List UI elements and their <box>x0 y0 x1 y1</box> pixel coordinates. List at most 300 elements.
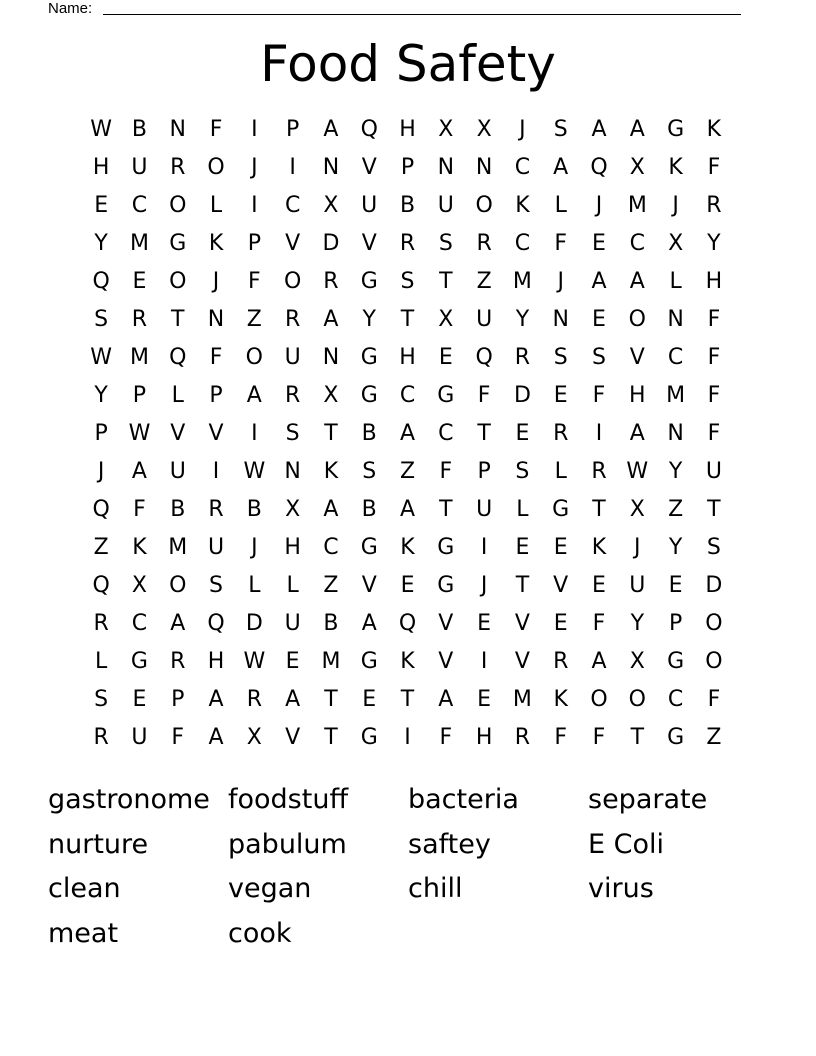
grid-letter: X <box>323 193 339 218</box>
grid-letter: I <box>595 421 603 446</box>
grid-letter: Q <box>590 155 608 180</box>
grid-letter: F <box>592 611 606 636</box>
grid-letter: J <box>634 535 641 560</box>
grid-letter: D <box>705 573 723 598</box>
grid-letter: E <box>515 421 530 446</box>
grid-letter: T <box>707 497 721 522</box>
grid-letter: S <box>553 345 568 370</box>
grid-letter: F <box>209 117 223 142</box>
grid-letter: C <box>323 535 339 560</box>
grid-letter: L <box>669 269 682 294</box>
grid-letter: D <box>513 383 531 408</box>
grid-letter: A <box>208 687 224 712</box>
grid-letter: Z <box>706 725 722 750</box>
grid-letter: U <box>705 459 722 484</box>
word-list-item: pabulum <box>228 828 347 860</box>
grid-letter: J <box>595 193 603 218</box>
grid-letter: O <box>169 269 187 294</box>
grid-letter: P <box>132 383 147 408</box>
grid-letter: X <box>668 231 684 256</box>
grid-row <box>82 339 733 377</box>
grid-letter: A <box>170 611 186 636</box>
grid-letter: L <box>248 573 261 598</box>
name-field-row <box>48 0 748 20</box>
word-list-item: saftey <box>408 828 491 860</box>
grid-letter: X <box>629 497 645 522</box>
grid-letter: A <box>399 497 416 522</box>
grid-letter: Q <box>92 269 110 294</box>
grid-letter: L <box>286 573 299 598</box>
grid-letter: I <box>404 725 411 750</box>
grid-row <box>82 529 733 567</box>
word-list-item: bacteria <box>408 784 519 815</box>
grid-letter: C <box>284 193 301 218</box>
grid-letter: N <box>475 155 493 180</box>
grid-letter: H <box>207 649 225 674</box>
grid-letter: G <box>437 535 455 560</box>
grid-letter: P <box>209 383 223 408</box>
grid-letter: C <box>667 345 684 370</box>
grid-letter: S <box>362 459 377 484</box>
grid-letter: K <box>668 155 683 180</box>
grid-letter: W <box>90 345 113 370</box>
grid-row <box>82 567 733 605</box>
grid-letter: A <box>629 421 645 446</box>
grid-letter: E <box>362 687 377 712</box>
grid-row <box>82 111 733 149</box>
grid-letter: I <box>212 459 220 484</box>
word-list-item: chill <box>408 873 463 904</box>
grid-letter: X <box>323 383 339 408</box>
grid-letter: L <box>554 459 567 484</box>
grid-letter: P <box>400 155 415 180</box>
grid-row <box>82 719 733 757</box>
grid-letter: E <box>515 535 530 560</box>
grid-letter: E <box>592 307 606 332</box>
grid-row <box>82 681 733 719</box>
grid-row <box>82 415 733 453</box>
grid-letter: A <box>285 687 301 712</box>
grid-letter: D <box>245 611 263 636</box>
grid-letter: M <box>321 649 341 674</box>
grid-letter: U <box>131 155 148 180</box>
grid-letter: E <box>400 573 415 598</box>
grid-letter: V <box>514 611 530 636</box>
grid-letter: R <box>284 307 301 332</box>
word-list <box>48 778 768 956</box>
grid-letter: M <box>512 687 532 712</box>
grid-letter: G <box>360 269 378 294</box>
grid-letter: Y <box>668 459 683 484</box>
grid-letter: T <box>439 269 453 294</box>
grid-letter: X <box>629 155 645 180</box>
grid-letter: K <box>132 535 147 560</box>
grid-letter: T <box>439 497 453 522</box>
grid-letter: G <box>360 535 378 560</box>
grid-letter: S <box>94 307 109 332</box>
grid-letter: H <box>92 155 110 180</box>
grid-letter: G <box>360 725 378 750</box>
grid-letter: H <box>284 535 301 560</box>
grid-letter: X <box>131 573 147 598</box>
grid-letter: T <box>400 307 415 332</box>
grid-letter: T <box>324 725 338 750</box>
grid-letter: U <box>169 459 186 484</box>
grid-letter: O <box>245 345 263 370</box>
grid-letter: M <box>129 231 149 256</box>
grid-letter: A <box>246 383 262 408</box>
grid-letter: Y <box>630 611 645 636</box>
grid-letter: S <box>515 459 530 484</box>
grid-letter: R <box>553 649 569 674</box>
grid-letter: F <box>133 497 146 522</box>
grid-letter: M <box>129 345 149 370</box>
grid-letter: F <box>477 383 491 408</box>
grid-letter: Q <box>360 117 378 142</box>
grid-letter: F <box>707 307 721 332</box>
grid-letter: J <box>212 269 220 294</box>
grid-letter: R <box>706 193 722 218</box>
grid-letter: E <box>438 345 453 370</box>
grid-letter: P <box>477 459 491 484</box>
grid-letter: I <box>251 193 258 218</box>
grid-row <box>82 301 733 339</box>
grid-letter: V <box>208 421 224 446</box>
grid-letter: Z <box>323 573 339 598</box>
grid-letter: E <box>553 383 568 408</box>
grid-letter: K <box>553 687 568 712</box>
grid-row <box>82 149 733 187</box>
grid-letter: E <box>553 611 568 636</box>
grid-letter: I <box>289 155 296 180</box>
grid-letter: O <box>475 193 493 218</box>
grid-letter: V <box>285 231 301 256</box>
grid-letter: K <box>323 459 339 484</box>
grid-letter: N <box>667 421 684 446</box>
grid-letter: C <box>131 611 148 636</box>
grid-letter: Y <box>362 307 376 332</box>
grid-letter: M <box>627 193 647 218</box>
grid-letter: G <box>360 345 378 370</box>
grid-letter: Z <box>476 269 492 294</box>
grid-letter: M <box>168 535 188 560</box>
grid-letter: F <box>707 421 721 446</box>
grid-letter: B <box>131 117 147 142</box>
grid-letter: O <box>169 193 187 218</box>
grid-letter: A <box>591 117 607 142</box>
grid-letter: G <box>552 497 570 522</box>
grid-letter: O <box>283 269 302 294</box>
grid-letter: U <box>284 345 301 370</box>
grid-letter: C <box>514 155 531 180</box>
grid-letter: C <box>629 231 645 256</box>
word-list-item: foodstuff <box>228 784 349 815</box>
grid-letter: F <box>707 155 721 180</box>
grid-letter: R <box>514 725 531 750</box>
grid-letter: L <box>95 649 108 674</box>
grid-letter: V <box>361 231 377 256</box>
grid-letter: M <box>666 383 686 408</box>
grid-letter: L <box>516 497 529 522</box>
grid-letter: F <box>209 345 223 370</box>
grid-row <box>82 605 733 643</box>
grid-letter: R <box>284 383 301 408</box>
grid-letter: M <box>512 269 532 294</box>
grid-letter: J <box>480 573 488 598</box>
grid-letter: Q <box>92 573 110 598</box>
word-list-item: virus <box>588 873 654 904</box>
grid-letter: R <box>131 307 148 332</box>
grid-row <box>82 263 733 301</box>
grid-letter: J <box>519 117 526 142</box>
grid-letter: Y <box>515 307 530 332</box>
word-list-item: cook <box>228 917 292 949</box>
grid-letter: F <box>592 383 606 408</box>
grid-letter: T <box>477 421 491 446</box>
grid-letter: V <box>629 345 645 370</box>
grid-letter: A <box>438 687 454 712</box>
grid-letter: W <box>90 117 113 142</box>
grid-letter: A <box>399 421 416 446</box>
grid-letter: T <box>324 687 338 712</box>
grid-letter: F <box>592 725 606 750</box>
grid-letter: E <box>592 231 606 256</box>
grid-letter: N <box>169 117 186 142</box>
grid-letter: O <box>705 611 723 636</box>
grid-letter: R <box>514 345 531 370</box>
grid-letter: R <box>323 269 339 294</box>
grid-letter: X <box>285 497 301 522</box>
grid-letter: L <box>171 383 184 408</box>
grid-letter: E <box>132 269 147 294</box>
grid-letter: I <box>251 117 258 142</box>
grid-letter: E <box>592 573 606 598</box>
grid-row <box>82 491 733 529</box>
grid-letter: S <box>285 421 300 446</box>
grid-letter: W <box>626 459 649 484</box>
grid-letter: F <box>248 269 261 294</box>
grid-letter: K <box>400 649 415 674</box>
grid-letter: R <box>246 687 262 712</box>
grid-letter: S <box>706 535 721 560</box>
grid-letter: A <box>553 155 569 180</box>
grid-letter: W <box>243 459 266 484</box>
grid-letter: V <box>438 611 454 636</box>
grid-letter: G <box>360 383 378 408</box>
grid-letter: T <box>171 307 185 332</box>
grid-letter: N <box>284 459 301 484</box>
grid-row <box>82 225 733 263</box>
grid-letter: E <box>94 193 109 218</box>
grid-letter: A <box>591 649 607 674</box>
word-search-grid <box>82 111 733 757</box>
grid-letter: B <box>246 497 262 522</box>
grid-letter: A <box>323 117 339 142</box>
grid-row <box>82 643 733 681</box>
grid-letter: R <box>170 155 186 180</box>
grid-letter: I <box>480 535 488 560</box>
grid-letter: K <box>591 535 607 560</box>
grid-letter: R <box>553 421 569 446</box>
grid-letter: B <box>361 421 377 446</box>
grid-letter: X <box>246 725 262 750</box>
grid-letter: J <box>251 155 258 180</box>
grid-letter: U <box>361 193 378 218</box>
grid-letter: E <box>285 649 300 674</box>
grid-letter: H <box>629 383 646 408</box>
grid-letter: E <box>668 573 683 598</box>
grid-letter: L <box>209 193 223 218</box>
grid-letter: N <box>552 307 569 332</box>
grid-letter: C <box>131 193 148 218</box>
grid-letter: R <box>93 611 109 636</box>
grid-letter: N <box>322 155 340 180</box>
grid-letter: O <box>705 649 723 674</box>
grid-letter: H <box>475 725 493 750</box>
grid-letter: P <box>668 611 683 636</box>
grid-letter: W <box>128 421 151 446</box>
grid-letter: S <box>592 345 606 370</box>
grid-letter: E <box>477 687 492 712</box>
grid-letter: Y <box>668 535 683 560</box>
grid-letter: J <box>251 535 258 560</box>
grid-letter: A <box>323 497 339 522</box>
grid-letter: F <box>554 725 568 750</box>
name-line <box>103 14 741 15</box>
grid-letter: B <box>323 611 339 636</box>
grid-letter: H <box>399 345 416 370</box>
grid-letter: Z <box>93 535 109 560</box>
grid-letter: C <box>399 383 416 408</box>
grid-letter: C <box>667 687 684 712</box>
grid-letter: P <box>247 231 261 256</box>
grid-letter: U <box>131 725 148 750</box>
page-title: Food Safety <box>260 35 556 93</box>
grid-letter: V <box>361 155 377 180</box>
grid-letter: R <box>208 497 224 522</box>
word-list-item: meat <box>48 917 119 949</box>
grid-letter: V <box>514 649 530 674</box>
grid-letter: E <box>132 687 147 712</box>
grid-letter: A <box>323 307 339 332</box>
grid-letter: H <box>399 117 416 142</box>
grid-letter: Z <box>246 307 262 332</box>
grid-letter: O <box>628 687 646 712</box>
grid-letter: A <box>361 611 377 636</box>
grid-letter: R <box>591 459 607 484</box>
grid-letter: Q <box>207 611 225 636</box>
grid-letter: G <box>667 649 685 674</box>
grid-letter: K <box>706 117 722 142</box>
grid-letter: N <box>207 307 225 332</box>
grid-letter: Y <box>94 383 108 408</box>
grid-letter: G <box>360 649 378 674</box>
grid-letter: F <box>707 383 721 408</box>
grid-letter: T <box>515 573 530 598</box>
grid-letter: B <box>399 193 416 218</box>
grid-letter: S <box>209 573 224 598</box>
grid-letter: Q <box>92 497 110 522</box>
word-list-item: nurture <box>48 828 149 860</box>
grid-letter: G <box>437 573 455 598</box>
grid-letter: Z <box>668 497 684 522</box>
grid-letter: V <box>361 573 377 598</box>
grid-letter: J <box>557 269 564 294</box>
grid-letter: K <box>515 193 530 218</box>
grid-letter: Q <box>169 345 187 370</box>
grid-letter: S <box>438 231 453 256</box>
grid-letter: F <box>707 345 721 370</box>
grid-letter: U <box>476 497 493 522</box>
grid-letter: H <box>705 269 723 294</box>
grid-letter: T <box>592 497 606 522</box>
grid-letter: R <box>399 231 416 256</box>
grid-letter: E <box>477 611 492 636</box>
grid-letter: A <box>208 725 224 750</box>
grid-letter: U <box>207 535 225 560</box>
grid-letter: L <box>554 193 567 218</box>
grid-letter: I <box>480 649 488 674</box>
grid-letter: G <box>667 725 685 750</box>
grid-letter: P <box>171 687 185 712</box>
grid-letter: S <box>94 687 109 712</box>
grid-letter: A <box>629 117 645 142</box>
grid-letter: W <box>243 649 266 674</box>
grid-letter: T <box>630 725 645 750</box>
grid-letter: B <box>170 497 186 522</box>
grid-letter: G <box>130 649 148 674</box>
grid-letter: A <box>629 269 645 294</box>
grid-letter: O <box>628 307 646 332</box>
grid-letter: X <box>476 117 492 142</box>
grid-letter: N <box>322 345 340 370</box>
grid-letter: A <box>131 459 147 484</box>
word-list-item: clean <box>48 873 121 904</box>
grid-letter: C <box>514 231 531 256</box>
grid-letter: V <box>438 649 454 674</box>
grid-letter: V <box>285 725 301 750</box>
grid-letter: K <box>208 231 224 256</box>
grid-letter: K <box>400 535 415 560</box>
grid-letter: S <box>400 269 415 294</box>
grid-letter: S <box>553 117 568 142</box>
grid-letter: F <box>707 687 721 712</box>
grid-letter: R <box>476 231 492 256</box>
grid-letter: J <box>97 459 105 484</box>
grid-letter: F <box>439 725 453 750</box>
grid-letter: B <box>361 497 377 522</box>
grid-letter: G <box>437 383 455 408</box>
grid-letter: I <box>251 421 258 446</box>
grid-letter: Q <box>475 345 493 370</box>
word-list-item: separate <box>588 784 708 815</box>
name-label: Name: <box>48 0 93 17</box>
grid-row <box>82 187 733 225</box>
grid-letter: N <box>667 307 684 332</box>
word-list-item: gastronome <box>48 784 210 815</box>
grid-letter: A <box>591 269 607 294</box>
grid-letter: Y <box>94 231 108 256</box>
grid-letter: U <box>476 307 493 332</box>
grid-letter: F <box>171 725 185 750</box>
grid-letter: O <box>169 573 187 598</box>
grid-row <box>82 377 733 415</box>
grid-letter: N <box>437 155 455 180</box>
grid-letter: O <box>207 155 225 180</box>
grid-letter: G <box>169 231 187 256</box>
grid-letter: R <box>93 725 109 750</box>
grid-letter: E <box>553 535 568 560</box>
